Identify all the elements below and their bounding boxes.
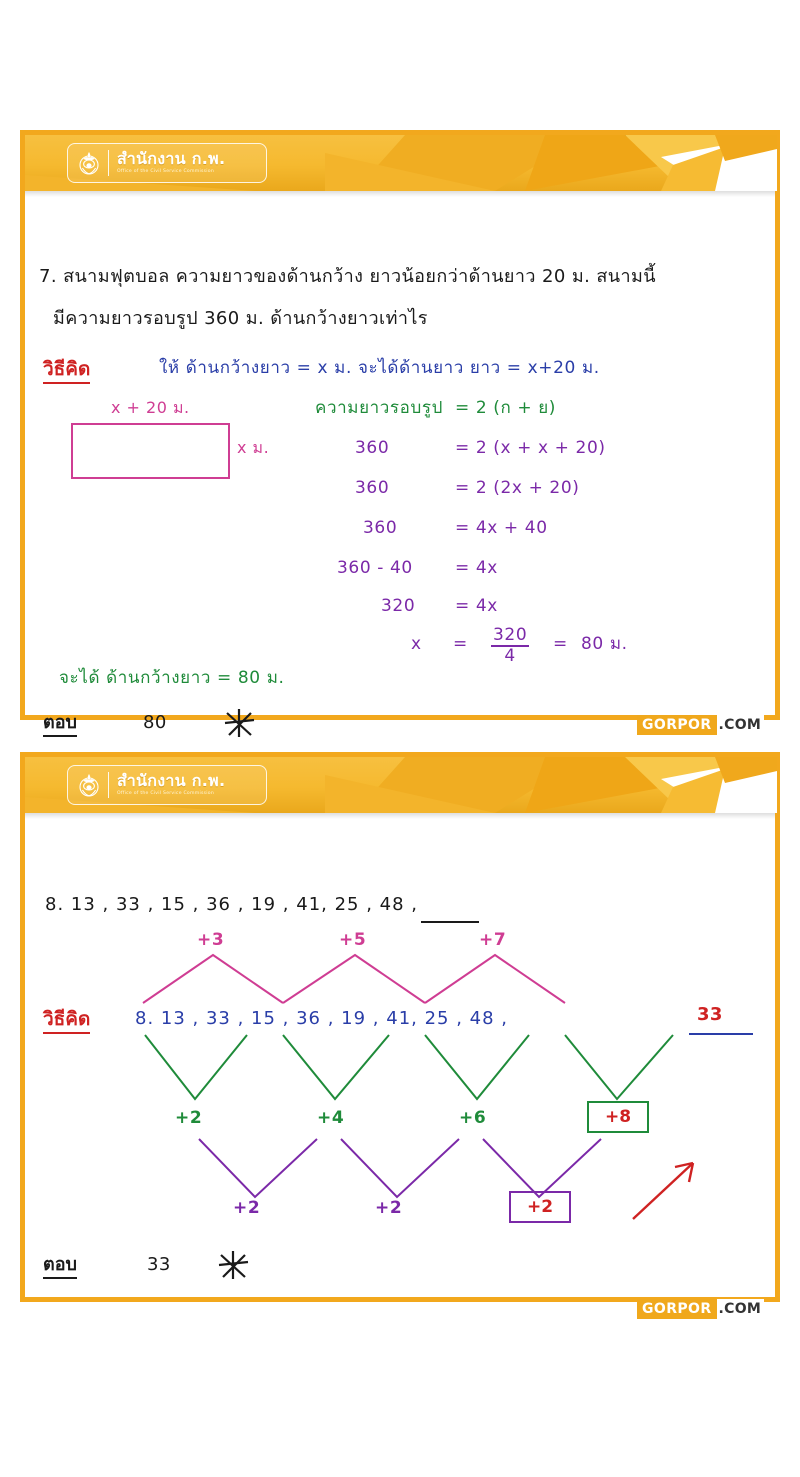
step-5-lhs: 320 (381, 596, 416, 616)
step-1-lhs: 360 (355, 438, 390, 458)
step-5-rhs: = 4x (455, 596, 498, 616)
conclusion-statement: จะได้ ด้านกว้างยาว = 80 ม. (59, 668, 285, 688)
brand-divider (108, 150, 109, 176)
worksheet-card-question-8 (20, 752, 780, 1317)
garuda-emblem-icon-2 (74, 770, 104, 800)
answer-label-2: ตอบ (43, 1255, 77, 1279)
rectangle-top-label: x + 20 ม. (111, 398, 190, 417)
brand-thai-name-2: สำนักงาน ก.พ. (117, 771, 226, 791)
perimeter-formula-label: ความยาวรอบรูป (315, 398, 443, 418)
banner-shadow (25, 191, 775, 197)
question-7-line-1: 7. สนามฟุตบอล ความยาวของด้านกว้าง ยาวน้อยกว่าด้านยาว 20 ม. สนามนี้ (39, 266, 656, 287)
rectangle-diagram (71, 423, 230, 479)
top-delta-1: +3 (197, 930, 225, 950)
gorpor-badge-2[interactable] (637, 1299, 764, 1319)
step-3-rhs: = 4x + 40 (455, 518, 548, 538)
step-1-rhs: = 2 (x + x + 20) (455, 438, 606, 458)
final-step-equals-2: = (553, 634, 568, 654)
gorpor-badge-tld-2: .COM (717, 1299, 765, 1319)
card2-header-banner (25, 757, 775, 813)
step-4-rhs: = 4x (455, 558, 498, 578)
middle-delta-connector-lines (25, 1029, 785, 1139)
given-statement: ให้ ด้านกว้างยาว = x ม. จะได้ด้านยาว ยาว = x+20 ม. (159, 358, 600, 378)
brand-thai-name: สำนักงาน ก.พ. (117, 149, 226, 169)
bottom-delta-1: +2 (233, 1198, 261, 1218)
gorpor-badge-name-2: GORPOR (637, 1299, 717, 1319)
top-delta-connector-lines (25, 913, 785, 1023)
answer-value-1: 80 (143, 712, 167, 733)
middle-delta-1: +2 (175, 1108, 203, 1128)
perimeter-formula-rhs: = 2 (ก + ย) (455, 398, 557, 418)
bottom-delta-3-boxed: +2 (509, 1191, 571, 1223)
cross-hatch-mark-1 (223, 707, 257, 739)
answer-value-2: 33 (147, 1254, 171, 1275)
gorpor-badge-1[interactable] (637, 715, 764, 735)
fraction-denominator: 4 (504, 645, 516, 666)
top-delta-3: +7 (479, 930, 507, 950)
fraction-numerator: 320 (493, 625, 528, 645)
banner-shadow-2 (25, 813, 775, 819)
agency-brand-logo-2 (67, 765, 267, 805)
gorpor-badge-name-1: GORPOR (637, 715, 717, 735)
brand-divider-2 (108, 772, 109, 798)
method-label-1: วิธีคิด (43, 359, 90, 384)
rectangle-side-label: x ม. (237, 438, 270, 457)
brand-english-name: Office of the Civil Service Commission (117, 169, 215, 175)
step-4-lhs: 360 - 40 (337, 558, 413, 578)
final-step-lhs: x (411, 634, 422, 654)
method-label-2: วิธีคิด (43, 1009, 90, 1034)
question-7-line-2: มีความยาวรอบรูป 360 ม. ด้านกว้างยาวเท่าไร (53, 308, 428, 329)
final-step-result: 80 ม. (581, 634, 628, 654)
card1-header-banner (25, 135, 775, 191)
top-delta-2: +5 (339, 930, 367, 950)
gorpor-badge-tld-1: .COM (717, 715, 765, 735)
red-arrow-icon (625, 1149, 715, 1229)
answer-label-1: ตอบ (43, 713, 77, 737)
worksheet-card-question-7 (20, 130, 780, 733)
step-2-lhs: 360 (355, 478, 390, 498)
bottom-delta-2: +2 (375, 1198, 403, 1218)
step-3-lhs: 360 (363, 518, 398, 538)
question-8-text: 8. 13 , 33 , 15 , 36 , 19 , 41, 25 , 48 , (45, 894, 419, 915)
middle-delta-2: +4 (317, 1108, 345, 1128)
final-step-fraction (491, 627, 529, 666)
cross-hatch-mark-2 (217, 1249, 251, 1281)
step-2-rhs: = 2 (2x + 20) (455, 478, 580, 498)
brand-english-name-2: Office of the Civil Service Commission (117, 791, 215, 797)
middle-delta-4-boxed: +8 (587, 1101, 649, 1133)
sequence-answer-value: 33 (697, 1004, 723, 1025)
middle-delta-3: +6 (459, 1108, 487, 1128)
agency-brand-logo (67, 143, 267, 183)
final-step-equals: = (453, 634, 468, 654)
worked-sequence: 8. 13 , 33 , 15 , 36 , 19 , 41, 25 , 48 , (135, 1008, 509, 1029)
garuda-emblem-icon (74, 148, 104, 178)
